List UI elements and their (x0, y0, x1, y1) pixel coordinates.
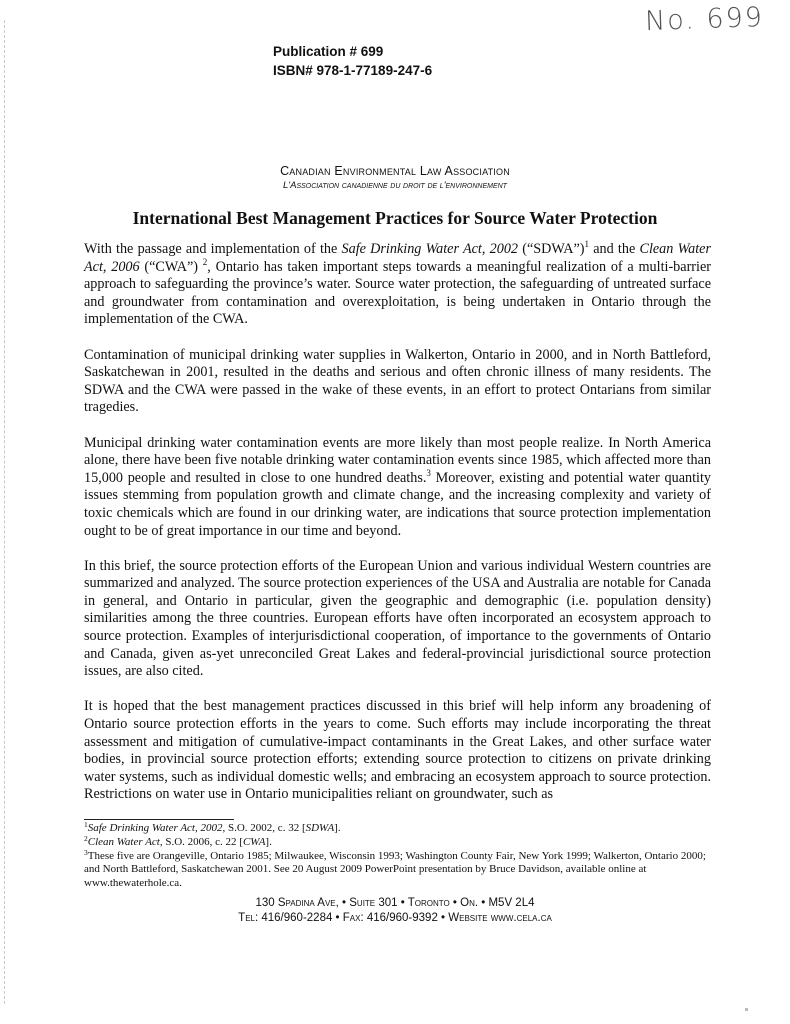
organization-name-french: L'Association canadienne du droit de l'environnement (283, 180, 507, 191)
act-citation: Clean Water Act, 2006 (84, 241, 711, 275)
page-footer (0, 896, 790, 926)
footer-address: 130 Spadina Ave, • Suite 301 • Toronto • On. • M5V 2L4 (255, 897, 535, 909)
footnote-3 (84, 847, 724, 891)
footnote-text: These five are Orangeville, Ontario 1985; Milwaukee, Wisconsin 1993; Washington County Fair, New York 1999; Walkerton, Ontario 2000; and North Battleford, Saskatchewan 2001. See 20 August 2009 PowerPoint presentation by Bruce Davidson, available online at www.thewaterhole.ca. (84, 849, 706, 890)
footnote-italic: Safe Drinking Water Act, 2002 (87, 822, 223, 834)
organization-header (0, 163, 790, 192)
text-run: , Ontario has taken important steps towards a meaningful realization of a multi-barrier approach to safeguarding the province’s water. Source water protection, the safeguarding of untreated surface and groundwater from contamination and overexploitation, is being undertaken in Ontario through the implementation of the CWA. (84, 258, 711, 328)
footnote-text: , S.O. 2006, c. 22 [ (159, 835, 243, 848)
footnote-abbr: SDWA (305, 822, 335, 834)
footnote-number: 3 (84, 847, 88, 857)
text-run: (“SDWA”) (518, 241, 585, 257)
footnote-ref-3[interactable]: 3 (426, 467, 431, 478)
footnote-italic: Clean Water Act (87, 835, 160, 848)
paragraph-2: Contamination of municipal drinking water supplies in Walkerton, Ontario in 2000, and in North Battleford, Saskatchewan in 2001, resulted in the deaths and serious and often chronic illness of many residents. The SDWA and the CWA were passed in the wake of these events, in an effort to protect Ontarians from similar tragedies. (84, 346, 711, 416)
footnote-text: , S.O. 2002, c. 32 [ (222, 822, 306, 834)
document-body (84, 241, 711, 822)
paragraph-5: It is hoped that the best management practices discussed in this brief will help inform any broadening of Ontario source protection efforts in the years to come. Such efforts may include incorporating the threat assessment and mitigation of cumulative-impact contaminants in the Great Lakes, and other surface water bodies, in provincial source protection efforts; extending source protection to citizens on private drinking water systems, such as individual domestic wells; and embracing an ecosystem approach to source protection. Restrictions on water use in Ontario municipalities reliant on groundwater, such as (84, 698, 711, 803)
handwritten-publication-number: No. 699 (644, 1, 765, 38)
isbn: ISBN# 978-1-77189-247-6 (273, 63, 433, 78)
paragraph-4: In this brief, the source protection efforts of the European Union and various individual Western countries are summarized and analyzed. The source protection experiences of the USA and Australia are notable for Canada in general, and Ontario in particular, given the geographic and demographic (i.e. population density) similarities among the three countries. European efforts have often incorporated an ecosystem approach to source protection. Examples of interjurisdictional cooperation, of importance to the governments of Ontario and Canada, given as-yet unreconciled Great Lakes and federal-provincial jurisdictional source protection issues, are also cited. (84, 557, 711, 680)
text-run: and the (588, 241, 640, 257)
paragraph-1 (84, 241, 711, 329)
footnote-ref-1[interactable]: 1 (584, 239, 589, 249)
footnote-separator (84, 819, 234, 820)
text-run: With the passage and implementation of the (84, 241, 342, 257)
paragraph-3 (84, 435, 711, 541)
text-run: Moreover, existing and potential water quantity issues stemming from population growth and climate change, and the increasing complexity and variety of toxic chemicals which are found in our drinking water, are indications that source protection implementation ought to be of great importance in our time and beyond. (84, 469, 711, 539)
document-title: International Best Management Practices for Source Water Protection (132, 208, 658, 228)
footnote-2 (84, 833, 724, 850)
organization-name-english: Canadian Environmental Law Association (280, 164, 510, 178)
footnote-1 (84, 822, 724, 836)
scan-speck (745, 1008, 748, 1011)
footnote-abbr: CWA (242, 835, 266, 848)
footer-contact: Tel: 416/960-2284 • Fax: 416/960-9392 • Website www.cela.ca (238, 912, 552, 924)
footnotes (84, 822, 724, 891)
publication-info (273, 42, 432, 80)
text-run: (“CWA”) (139, 258, 203, 275)
publication-number: Publication # 699 (273, 44, 384, 59)
act-citation: Safe Drinking Water Act, 2002 (341, 241, 519, 257)
footnote-number: 1 (84, 820, 88, 829)
footnote-text: ]. (334, 822, 341, 834)
footnote-text: ]. (265, 835, 272, 848)
footnote-number: 2 (84, 833, 88, 843)
footnote-ref-2[interactable]: 2 (202, 256, 208, 267)
text-run: Municipal drinking water contamination events are more likely than most people realize. In North America alone, there have been five notable drinking water contamination events since 1985, which affected more than 15,000 people and resulted in close to one hundred deaths. (84, 434, 711, 486)
